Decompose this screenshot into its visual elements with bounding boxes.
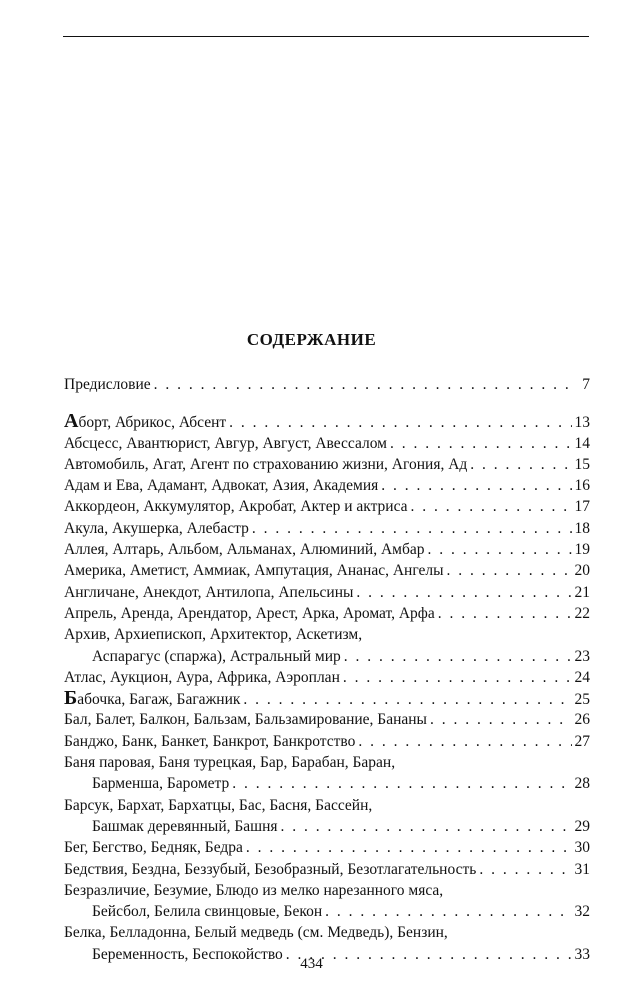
toc-page-number: 21 bbox=[574, 583, 590, 601]
toc-entry-line[interactable] bbox=[64, 859, 590, 880]
dot-leader bbox=[438, 603, 572, 624]
dot-leader bbox=[246, 837, 572, 858]
toc-entry-line[interactable] bbox=[64, 603, 590, 624]
toc-entry-text: Беременность, Беспокойство bbox=[92, 945, 283, 963]
dot-leader bbox=[252, 518, 572, 539]
top-rule bbox=[63, 36, 589, 37]
toc-page-number: 27 bbox=[574, 732, 590, 750]
toc-entry-line[interactable] bbox=[64, 795, 590, 816]
toc-entry-text: Башмак деревянный, Башня bbox=[92, 817, 278, 835]
page-title: СОДЕРЖАНИЕ bbox=[246, 330, 377, 349]
toc-page-number: 18 bbox=[574, 519, 590, 537]
toc-page-number: 31 bbox=[574, 860, 590, 878]
toc-entry-text: Баня паровая, Баня турецкая, Бар, Барабан, Баран, bbox=[64, 754, 396, 772]
toc-entry-text: Белка, Белладонна, Белый медведь (см. Медведь), Бензин, bbox=[64, 924, 448, 942]
toc-entries bbox=[64, 411, 590, 965]
toc-entry-text: Бал, Балет, Балкон, Бальзам, Бальзамирование, Бананы bbox=[64, 711, 427, 729]
toc-page-number: 30 bbox=[574, 839, 590, 857]
dot-leader bbox=[229, 412, 571, 432]
toc-page-number: 15 bbox=[574, 455, 590, 473]
toc-entry-line[interactable] bbox=[64, 475, 590, 496]
toc-entry-text: Бедствия, Бездна, Беззубый, Безобразный, Безотлагательность bbox=[64, 860, 477, 878]
toc-entry-text: Предисловие bbox=[64, 376, 151, 393]
toc-entry-line[interactable] bbox=[64, 496, 590, 517]
toc-entry-line[interactable] bbox=[64, 816, 590, 837]
dot-leader bbox=[390, 433, 572, 454]
toc-entry-text: Бег, Бегство, Бедняк, Бедра bbox=[64, 839, 243, 857]
toc-page-number: 26 bbox=[574, 711, 590, 729]
toc-entry-line[interactable] bbox=[64, 411, 590, 432]
toc-entry-line[interactable] bbox=[64, 688, 590, 709]
dot-leader bbox=[479, 859, 571, 880]
toc-page-number: 13 bbox=[574, 414, 590, 432]
dot-leader bbox=[325, 901, 571, 922]
dot-leader bbox=[154, 374, 573, 395]
toc-entry-text: Банджо, Банк, Банкет, Банкрот, Банкротство bbox=[64, 732, 356, 750]
toc-page-number: 33 bbox=[574, 945, 590, 963]
dot-leader bbox=[356, 582, 571, 603]
toc-entry-line[interactable] bbox=[64, 752, 590, 773]
toc-entry-line[interactable] bbox=[64, 624, 590, 645]
toc-entry-line[interactable] bbox=[64, 560, 590, 581]
toc-entry-text: Апрель, Аренда, Арендатор, Арест, Арка, Аромат, Арфа bbox=[64, 604, 435, 622]
section-gap bbox=[64, 395, 590, 411]
toc-entry-text: Аллея, Алтарь, Альбом, Альманах, Алюминий, Амбар bbox=[64, 541, 425, 559]
toc-entry-text: Абсцесс, Авантюрист, Авгур, Август, Авессалом bbox=[64, 434, 387, 452]
toc-entry-preface[interactable] bbox=[64, 374, 590, 395]
toc-page-number: 32 bbox=[574, 903, 590, 921]
toc-entry-text: Безразличие, Безумие, Блюдо из мелко нарезанного мяса, bbox=[64, 881, 444, 899]
toc-entry-text: Архив, Архиепископ, Архитектор, Аскетизм, bbox=[64, 626, 363, 644]
toc-entry-text: Аккордеон, Аккумулятор, Акробат, Актер и актриса bbox=[64, 498, 408, 516]
toc-entry-line[interactable] bbox=[64, 880, 590, 901]
dot-leader bbox=[281, 816, 572, 837]
dot-leader bbox=[344, 646, 572, 667]
page-number: 434 bbox=[300, 956, 323, 972]
toc-page-number: 7 bbox=[582, 376, 590, 393]
toc-entry-line[interactable] bbox=[64, 709, 590, 730]
toc-entry-text: Бейсбол, Белила свинцовые, Бекон bbox=[92, 903, 323, 921]
toc-entry-text: Америка, Аметист, Аммиак, Ампутация, Ананас, Ангелы bbox=[64, 562, 444, 580]
dot-leader bbox=[358, 731, 571, 752]
toc-entry-text: Атлас, Аукцион, Аура, Африка, Аэроплан bbox=[64, 668, 340, 686]
toc-entry-line[interactable] bbox=[64, 731, 590, 752]
toc-entry-line[interactable] bbox=[64, 539, 590, 560]
toc-page-number: 22 bbox=[574, 604, 590, 622]
dot-leader bbox=[243, 689, 571, 709]
toc-page-number: 19 bbox=[574, 541, 590, 559]
toc-entry-line[interactable] bbox=[64, 837, 590, 858]
toc-page-number: 17 bbox=[574, 498, 590, 516]
toc-entry-text: Бабочка, Багаж, Багажник bbox=[64, 688, 241, 710]
toc-entry-line[interactable] bbox=[64, 433, 590, 454]
toc-entry-line[interactable] bbox=[64, 454, 590, 475]
toc-page-number: 14 bbox=[574, 434, 590, 452]
toc-entry-text: Барменша, Барометр bbox=[92, 775, 230, 793]
toc-entry-text: Адам и Ева, Адамант, Адвокат, Азия, Академия bbox=[64, 477, 379, 495]
toc-page-number: 23 bbox=[574, 647, 590, 665]
toc-page-number: 25 bbox=[574, 691, 590, 709]
toc-entry-text: Аборт, Абрикос, Абсент bbox=[64, 411, 227, 433]
toc-entry-line[interactable] bbox=[64, 901, 590, 922]
toc-entry-line[interactable] bbox=[64, 582, 590, 603]
dot-leader bbox=[427, 539, 571, 560]
toc-entry-text: Аспарагус (спаржа), Астральный мир bbox=[92, 647, 341, 665]
toc-entry-line[interactable] bbox=[64, 667, 590, 688]
dot-leader bbox=[430, 709, 572, 730]
toc-page-number: 20 bbox=[574, 562, 590, 580]
toc-entry-line[interactable] bbox=[64, 773, 590, 794]
toc-entry-line[interactable] bbox=[64, 922, 590, 943]
toc-entry-text: Акула, Акушерка, Алебастр bbox=[64, 519, 249, 537]
dot-leader bbox=[232, 773, 571, 794]
toc-entry-text: Англичане, Анекдот, Антилопа, Апельсины bbox=[64, 583, 354, 601]
dot-leader bbox=[411, 496, 572, 517]
section-initial-letter: А bbox=[64, 411, 79, 433]
dot-leader bbox=[470, 454, 571, 475]
toc-page-number: 28 bbox=[574, 775, 590, 793]
toc-entry-line[interactable] bbox=[64, 518, 590, 539]
toc-page-number: 24 bbox=[574, 668, 590, 686]
dot-leader bbox=[447, 560, 572, 581]
toc-entry-text: Барсук, Бархат, Бархатцы, Бас, Басня, Бассейн, bbox=[64, 796, 373, 814]
dot-leader bbox=[343, 667, 572, 688]
dot-leader bbox=[381, 475, 571, 496]
toc-entry-text: Автомобиль, Агат, Агент по страхованию жизни, Агония, Ад bbox=[64, 455, 468, 473]
table-of-contents bbox=[64, 374, 590, 965]
toc-page-number: 16 bbox=[574, 477, 590, 495]
toc-page-number: 29 bbox=[574, 817, 590, 835]
section-initial-letter: Б bbox=[64, 688, 78, 710]
toc-entry-line[interactable] bbox=[64, 646, 590, 667]
